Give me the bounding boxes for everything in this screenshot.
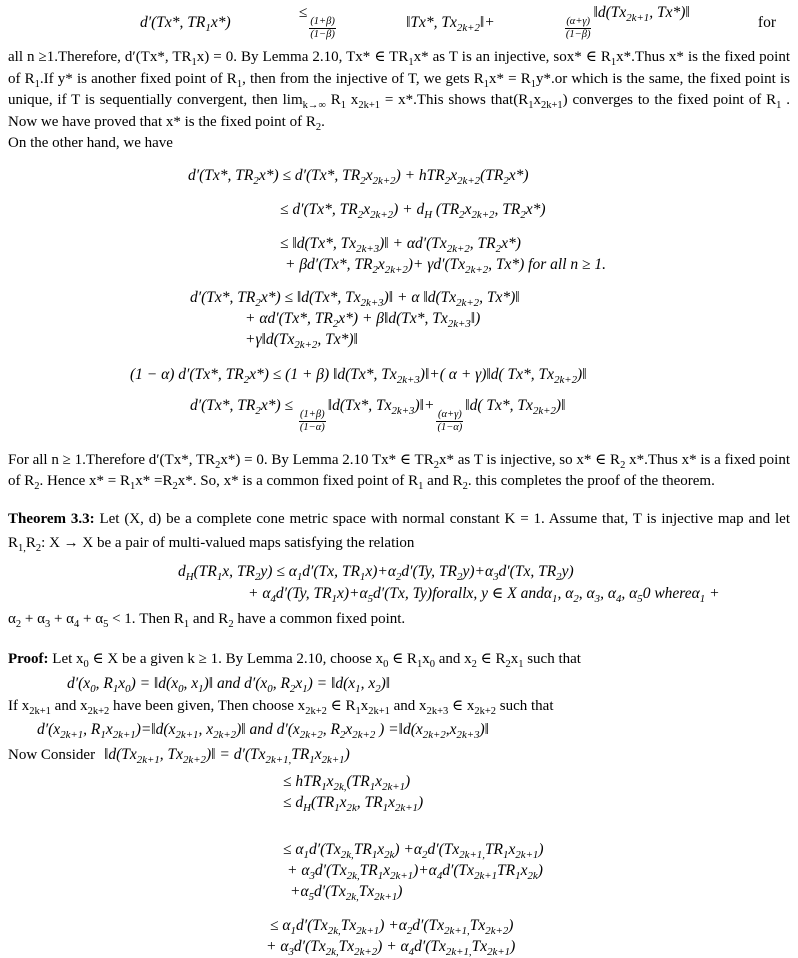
fraction-numerator: (1+β) bbox=[310, 16, 335, 27]
fraction-denominator: (1−α) bbox=[299, 421, 325, 433]
paragraph-1: all n ≥1.Therefore, d′(Tx*, $TR_1x) = 0$. By Lemma 2.10, Tx* ∈ $TR_1x*$ as T is an injective, sox* ∈ $R_1x*.Thus$ x* is the fixed point of $R_1.If$ y* is another fixed point of $R_1$, then from the injective of T, we gets $R_1x* = R_1y*.or$ which is the same, the fixed point is unique, if T is sequentially convergent, then $\lim_{k\to\infty} R_1$ $x_{2k+1}$ = x*.This shows $that(R_1x_{2k+1})$ converges to the fixed point of $R_1$ . Now we have proved that x* is the fixed point of $R_2$. bbox=[8, 49, 790, 133]
paragraph-2: For all n ≥ 1.Therefore d′(Tx*, $TR_2x*) = 0$. By Lemma 2.10 Tx* ∈ $TR_2x*$ as T is injective, so x* ∈ $R_2$ x*.Thus x* is a fixed point of $R_2$. Hence $x* = R_1x* =R_2x*$. So, x* is a common fixed point of $R_1$ and $R_2$. this completes the proof of the theorem. bbox=[8, 451, 790, 493]
chain-2-line-1: ≤ $\alpha_1d'(Tx_{2k,}TR_1x_{2k}) +\alpha_2d'(Tx_{2k+1,}TR_1x_{2k+1})$ bbox=[283, 840, 544, 861]
fraction-numerator: (α+γ) bbox=[566, 16, 591, 27]
theorem-equation-1: $d_H(TR_1x$, $TR_2y) \le \alpha_1d'(Tx$, $TR_1x)+\alpha_2d'(Ty$, $TR_2y)+\alpha_3d'(Tx$, $TR_2y$) bbox=[178, 562, 574, 583]
fraction bbox=[565, 16, 592, 41]
equation-d-middle: ‖d(Tx*, $Tx_{2k+3})‖+$ bbox=[327, 396, 435, 417]
fraction-numerator: (α+γ) bbox=[438, 408, 462, 420]
fraction-denominator: (1−α) bbox=[437, 421, 463, 433]
proof-equation-1: $d'(x_0$, $R_1x_0$) = $‖d(x_0$, $x_1)‖$ and $d'(x_0$, $R_2x_1$) = $‖d(x_1$, $x_2)‖$ bbox=[67, 674, 391, 695]
fraction-denominator: (1−β) bbox=[565, 29, 591, 41]
equation-a1: d′(Tx*, $TR_2x*) \le d'(Tx*$, $TR_2x_{2k+2}) + hTR_2x_{2k+2}(TR_2x*)$ bbox=[188, 166, 529, 187]
proof-paragraph bbox=[8, 647, 790, 671]
chain-2-line-3: $+\alpha_5d'(Tx_{2k,}Tx_{2k+1})$ bbox=[290, 882, 403, 903]
equation-b2: + αd′(Tx*, $TR_2x*$) + β‖d(Tx*, $Tx_{2k+3}‖$) bbox=[245, 309, 481, 330]
equation-b3: $+\gamma‖d(Tx_{2k+2}$, Tx*)‖ bbox=[245, 330, 358, 351]
equation-top-right-term bbox=[563, 4, 690, 41]
theorem-continuation: $\alpha_2 + \alpha_3 + \alpha_4 + \alpha_5 < 1$. Then $R_1$ and $R_2$ have a common fixed point. bbox=[8, 610, 406, 630]
equation-top-lhs: d′(Tx*, $TR_1x*$) bbox=[140, 13, 231, 34]
now-consider-line bbox=[8, 744, 790, 767]
fraction bbox=[299, 409, 326, 434]
proof-equation-2: $d'(x_{2k+1}$, $R_1x_{2k+1})=‖d(x_{2k+1}$, $x_{2k+2})‖$ and $d'(x_{2k+2}$, $R_2x_{2k+2}$ ) $=‖d(x_{2k+2},x_{2k+3})‖$ bbox=[37, 721, 490, 742]
equation-top-rhs: $‖d(Tx_{2k+1}$, Tx*)‖ bbox=[593, 4, 690, 25]
chain-2-line-2: + $\alpha_3d'(Tx_{2k,}TR_1x_{2k+1})+\alpha_4d'(Tx_{2k+1}TR_1x_{2k})$ bbox=[287, 861, 543, 882]
fraction-denominator: (1−β) bbox=[310, 29, 335, 41]
fraction-numerator: (1+β) bbox=[300, 408, 325, 420]
equation-a4: + βd′(Tx*, $TR_2x_{2k+2})+ \gamma d'(Tx_{2k+2}$, Tx*) for all n ≥ 1. bbox=[285, 255, 607, 276]
equation-top-middle: ‖Tx*, $Tx_{2k+2}‖+$ bbox=[406, 13, 495, 34]
chain-1-line-1: ≤ $hTR_1x_{2k,}(TR_1x_{2k+1})$ bbox=[283, 772, 411, 793]
theorem-equation-2: + $\alpha_4d'(Ty$, $TR_1x)+\alpha_5d'(Tx$, Ty)forallx, y ∈ X andα$_1$, $\alpha_2$, $\alpha_3$, $\alpha_4$, $\alpha_50$ whereα$_1$ + bbox=[248, 584, 720, 605]
equation-a3: ≤ ‖d(Tx*, $Tx_{2k+3})‖ + \alpha d'(Tx_{2k+2}$, $TR_2x*$) bbox=[280, 234, 521, 255]
equation-a2: ≤ d′(Tx*, $TR_2x_{2k+2}) + d_H$ ($TR_2x_{2k+2}$, $TR_2x*$) bbox=[280, 200, 546, 221]
equation-top bbox=[140, 4, 776, 41]
proof-text: Let $x_0$ ∈ X be a given k ≥ 1. By Lemma 2.10, choose $x_0$ ∈ $R_1x_0$ and $x_2$ ∈ $R_2x_1$ such that bbox=[48, 650, 581, 670]
paragraph-1-tail: On the other hand, we have bbox=[8, 135, 173, 152]
chain-3-line-1: ≤ $\alpha_1d'(Tx_{2k,}Tx_{2k+1}) +\alpha_2d'(Tx_{2k+1,}Tx_{2k+2})$ bbox=[270, 916, 514, 937]
now-consider-label: Now Consider bbox=[8, 747, 96, 764]
equation-b1: d′(Tx*, $TR_2x*$) ≤ ‖d(Tx*, $Tx_{2k+3})‖ + \alpha$ $‖d(Tx_{2k+2}$, Tx*)‖ bbox=[190, 288, 520, 309]
proof-label: Proof: bbox=[8, 650, 49, 667]
theorem-text: Let (X, d) be a complete cone metric space with normal constant K = 1. Assume that, T is injective map and let $R_{1,}R_2$: X → X be a pair of multi-valued maps satisfying the relation bbox=[8, 510, 790, 554]
fraction bbox=[436, 409, 463, 434]
equation-c: (1 − α) d′(Tx*, $TR_2x*) \le (1 + \beta)$ ‖d(Tx*, $Tx_{2k+3})‖+$( α + γ)‖d( Tx*, $Tx_{2k+2})‖$ bbox=[130, 365, 587, 386]
theorem-label: Theorem 3.3: bbox=[8, 510, 95, 527]
equation-top-tail: for bbox=[757, 13, 776, 31]
now-consider-equation: $‖d(Tx_{2k+1}$, $Tx_{2k+2})‖ = d'(Tx_{2k+1,}TR_1x_{2k+1})$ bbox=[104, 746, 350, 767]
proof-line-2: If $x_{2k+1}$ and $x_{2k+2}$ have been given, Then choose $x_{2k+2}$ ∈ $R_1x_{2k+1}$ and $x_{2k+3}$ ∈ $x_{2k+2}$ such that bbox=[8, 697, 554, 717]
equation-d-lhs: d′(Tx*, $TR_2x*$) ≤ bbox=[190, 396, 297, 417]
theorem-3-3 bbox=[8, 507, 790, 555]
equation-d-rhs: ‖d( Tx*, $Tx_{2k+2})‖$ bbox=[465, 396, 566, 417]
equation-d bbox=[190, 395, 790, 434]
fraction bbox=[309, 16, 336, 41]
leq-sign: ≤ bbox=[298, 4, 308, 21]
equation-top-relation-fraction bbox=[299, 4, 338, 41]
chain-3-line-2: + $\alpha_3d'(Tx_{2k,}Tx_{2k+2}) + \alpha_4d'(Tx_{2k+1,}Tx_{2k+1})$ bbox=[266, 937, 516, 958]
chain-1-line-2: ≤ $d_H(TR_1x_{2k}$, $TR_1x_{2k+1}$) bbox=[283, 793, 424, 814]
